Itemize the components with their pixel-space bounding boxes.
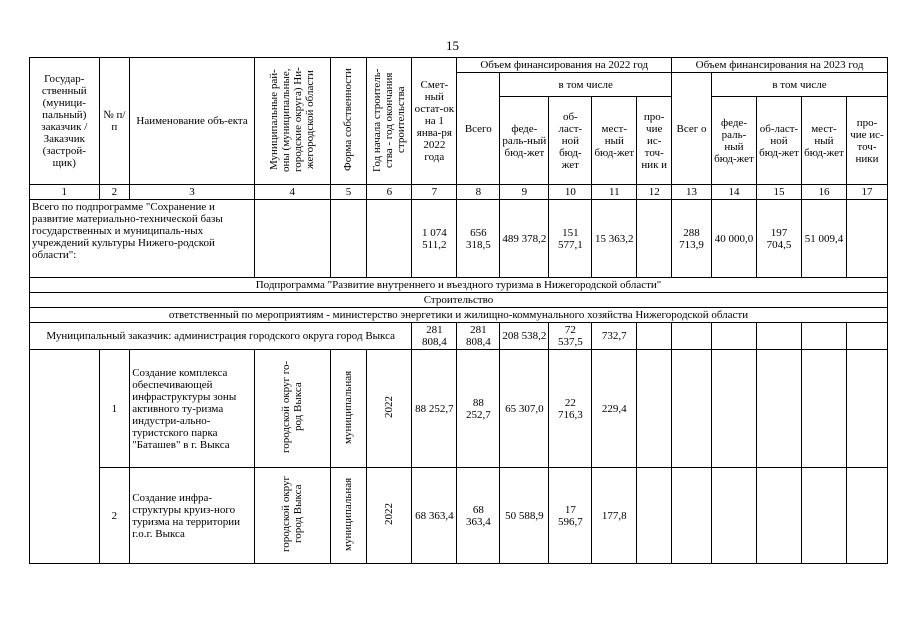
summary-c9: 489 378,2 (500, 200, 549, 278)
object-district: городской округ го-род Выкса (254, 350, 330, 468)
object-c10: 22 716,3 (549, 350, 592, 468)
customer-c11: 732,7 (592, 323, 637, 350)
col-num: 4 (254, 185, 330, 200)
customer-c10: 72 537,5 (549, 323, 592, 350)
subprogram-title: Подпрограмма "Развитие внутреннего и въездного туризма в Нижегородской области" (30, 278, 888, 293)
object-ownership: муниципальная (330, 350, 367, 468)
customer-merged-cell (30, 350, 100, 564)
object-name: Создание инфра-структуры круиз-ного туризма на территории г.о.г. Выкса (130, 468, 255, 564)
customer-label: Муниципальный заказчик: администрация городского округа город Выкса (30, 323, 412, 350)
header-fed-2022: феде-раль-ный бюд-жет (500, 97, 549, 185)
col-num: 10 (549, 185, 592, 200)
summary-c13: 288 713,9 (672, 200, 712, 278)
empty-cell (801, 323, 846, 350)
col-num: 15 (756, 185, 801, 200)
summary-c6 (367, 200, 412, 278)
summary-row (30, 200, 888, 278)
empty-cell (846, 468, 887, 564)
summary-c14: 40 000,0 (711, 200, 756, 278)
empty-cell (756, 323, 801, 350)
col-num: 16 (801, 185, 846, 200)
summary-c4 (254, 200, 330, 278)
header-financing-2022: Объем финансирования на 2022 год (457, 58, 672, 73)
table-row (30, 350, 888, 468)
summary-label: Всего по подпрограмме "Сохранение и развитие материально-технической базы государственных и муниципаль-ных учреждений культуры Нижего-родской области": (30, 200, 255, 278)
customer-c8: 281 808,4 (457, 323, 500, 350)
object-c9: 65 307,0 (500, 350, 549, 468)
col-num: 8 (457, 185, 500, 200)
col-num: 1 (30, 185, 100, 200)
summary-c11: 15 363,2 (592, 200, 637, 278)
empty-cell (637, 350, 672, 468)
responsible-title: ответственный по мероприятиям - министерство энергетики и жилищно-коммунального хозяйства Нижегородской области (30, 308, 888, 323)
summary-c10: 151 577,1 (549, 200, 592, 278)
object-c8: 88 252,7 (457, 350, 500, 468)
object-c7: 88 252,7 (412, 350, 457, 468)
object-year: 2022 (367, 350, 412, 468)
empty-cell (672, 468, 712, 564)
summary-c8: 656 318,5 (457, 200, 500, 278)
object-c11: 229,4 (592, 350, 637, 468)
col-num: 6 (367, 185, 412, 200)
header-including-2022: в том числе (500, 73, 672, 97)
financing-table (29, 57, 888, 564)
customer-c9: 208 538,2 (500, 323, 549, 350)
header-mest-2022: мест-ный бюд-жет (592, 97, 637, 185)
header-including-2023: в том числе (711, 73, 887, 97)
empty-cell (637, 468, 672, 564)
col-num: 2 (99, 185, 130, 200)
header-proch-2022: про-чие ис-точ-ник и (637, 97, 672, 185)
col-num: 13 (672, 185, 712, 200)
empty-cell (637, 323, 672, 350)
header-districts: Муниципальные рай-оны (муниципальные, городские округа) Ни-жегородской области (254, 58, 330, 185)
header-object-name: Наименование объ-екта (130, 58, 255, 185)
col-num: 11 (592, 185, 637, 200)
col-num: 14 (711, 185, 756, 200)
summary-c12 (637, 200, 672, 278)
summary-c16: 51 009,4 (801, 200, 846, 278)
page-number: 15 (446, 38, 459, 53)
header-customer: Государ-ственный (муници-пальный) заказчик / Заказчик (застрой-щик) (30, 58, 100, 185)
object-district: городской округ город Выкса (254, 468, 330, 564)
col-num: 3 (130, 185, 255, 200)
empty-cell (756, 350, 801, 468)
object-c11: 177,8 (592, 468, 637, 564)
row-number: 2 (99, 468, 130, 564)
header-proch-2023: про-чие ис-точ-ники (846, 97, 887, 185)
header-fed-2023: феде-раль-ный бюд-жет (711, 97, 756, 185)
header-ownership: Форма собственности (330, 58, 367, 185)
object-c10: 17 596,7 (549, 468, 592, 564)
column-numbers-row (30, 185, 888, 200)
col-num: 12 (637, 185, 672, 200)
header-total-2022: Всего (457, 73, 500, 185)
row-number: 1 (99, 350, 130, 468)
empty-cell (801, 350, 846, 468)
object-year: 2022 (367, 468, 412, 564)
construction-title: Строительство (30, 293, 888, 308)
empty-cell (672, 350, 712, 468)
col-num: 9 (500, 185, 549, 200)
summary-c5 (330, 200, 367, 278)
empty-cell (756, 468, 801, 564)
col-num: 5 (330, 185, 367, 200)
col-num: 7 (412, 185, 457, 200)
header-years: Год начала строитель-ства - год окончания строительства (367, 58, 412, 185)
customer-c7: 281 808,4 (412, 323, 457, 350)
empty-cell (801, 468, 846, 564)
object-c9: 50 588,9 (500, 468, 549, 564)
header-total-2023: Всег о (672, 73, 712, 185)
summary-c7: 1 074 511,2 (412, 200, 457, 278)
object-name: Создание комплекса обеспечивающей инфраструктуры зоны активного ту-ризма индустри-ально-туристского парка "Баташев" в г. Выкса (130, 350, 255, 468)
summary-c17 (846, 200, 887, 278)
empty-cell (846, 350, 887, 468)
table-row (30, 468, 888, 564)
header-number: № п/п (99, 58, 130, 185)
header-obl-2023: об-ласт-ной бюд-жет (756, 97, 801, 185)
col-num: 17 (846, 185, 887, 200)
summary-c15: 197 704,5 (756, 200, 801, 278)
customer-row (30, 323, 888, 350)
header-estimate-remainder: Смет-ный остат-ок на 1 янва-ря 2022 года (412, 58, 457, 185)
empty-cell (672, 323, 712, 350)
object-ownership: муниципальная (330, 468, 367, 564)
empty-cell (846, 323, 887, 350)
empty-cell (711, 468, 756, 564)
object-c7: 68 363,4 (412, 468, 457, 564)
header-financing-2023: Объем финансирования на 2023 год (672, 58, 888, 73)
header-obl-2022: об-ласт-ной бюд-жет (549, 97, 592, 185)
empty-cell (711, 323, 756, 350)
empty-cell (711, 350, 756, 468)
object-c8: 68 363,4 (457, 468, 500, 564)
header-mest-2023: мест-ный бюд-жет (801, 97, 846, 185)
